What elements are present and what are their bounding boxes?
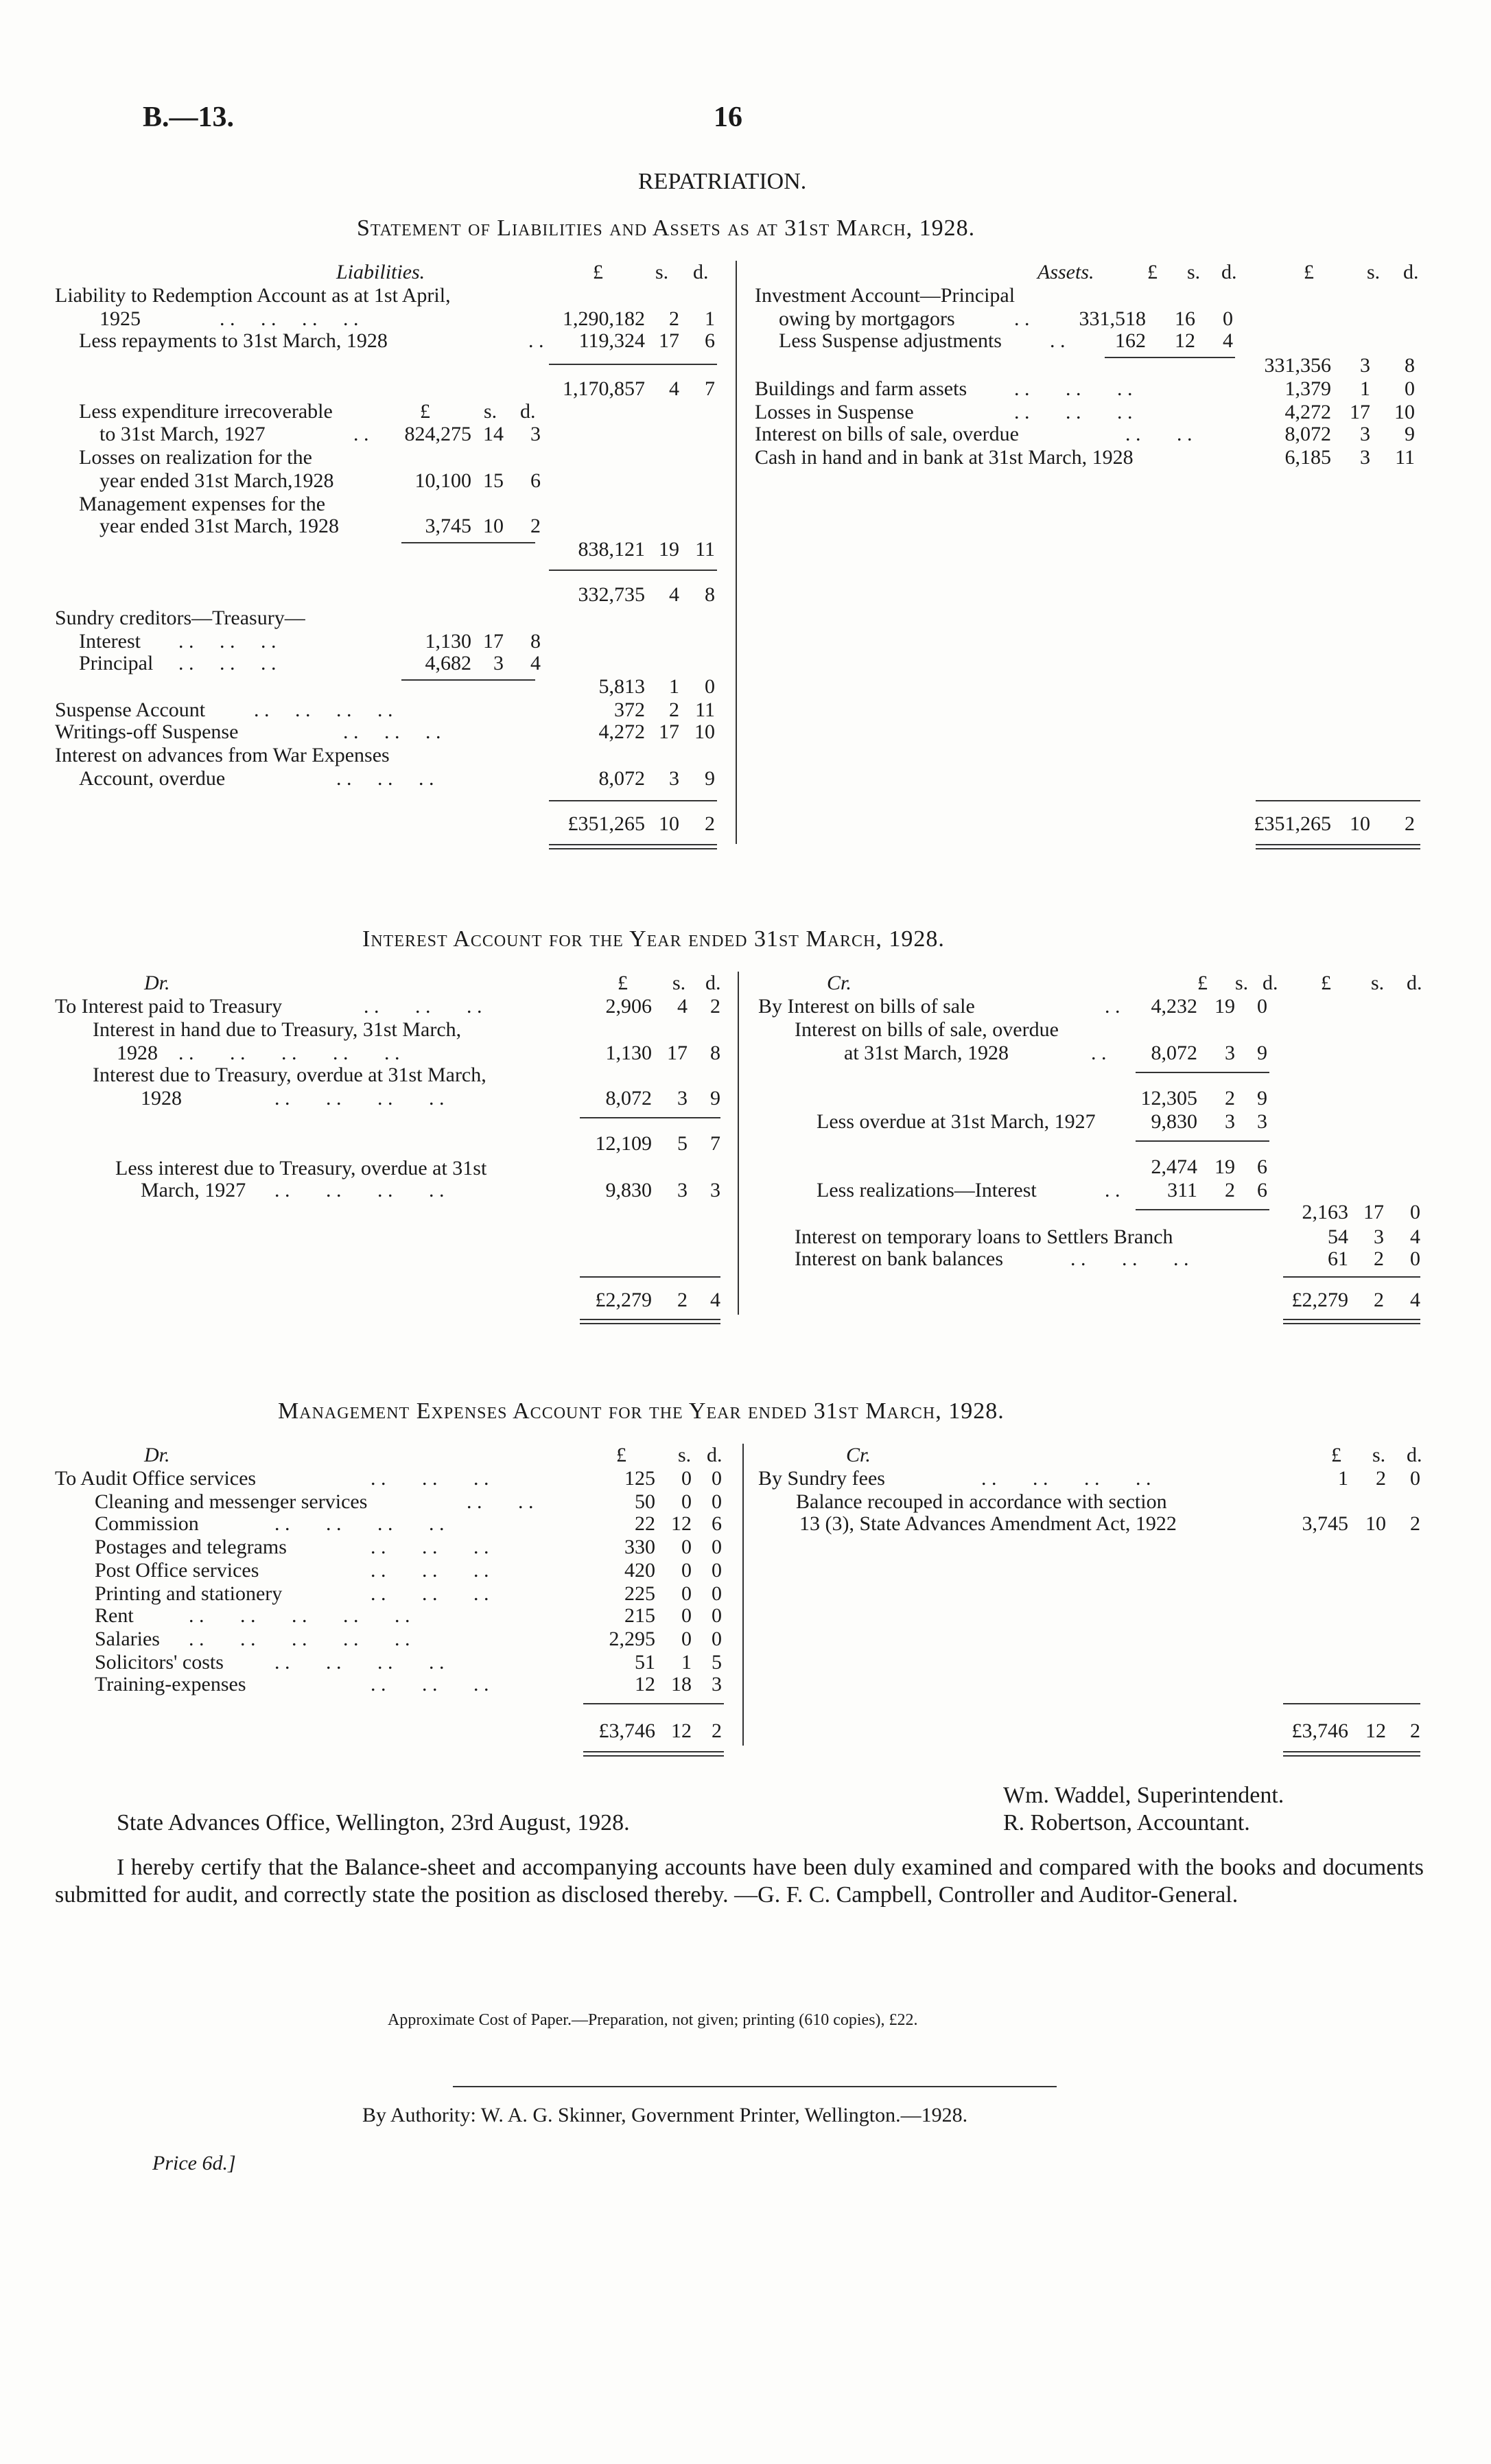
asset-inner-amount: 162	[1115, 329, 1146, 352]
interest-dr-amount: 8,072	[605, 1087, 652, 1110]
mgmt-cr-amount: 1	[1338, 1467, 1348, 1490]
management-title: Management Expenses Account for the Year ended 31st March, 1928.	[278, 1398, 1005, 1424]
mgmt-dr-line: Cleaning and messenger services	[95, 1490, 368, 1513]
interest-cr-line: By Interest on bills of sale	[758, 995, 975, 1018]
pound-header: £	[593, 261, 603, 283]
mgmt-dr-amount: 215	[624, 1604, 655, 1627]
asset-line: Cash in hand and in bank at 31st March, 1928	[755, 446, 1134, 469]
interest-cr-amount: 2,163	[1302, 1201, 1348, 1223]
mgmt-dr-amount: 225	[624, 1582, 655, 1605]
interest-cr-inner: 2,474	[1151, 1155, 1197, 1178]
interest-dr-line: To Interest paid to Treasury	[55, 995, 283, 1018]
interest-cr-inner: 9,830	[1151, 1110, 1197, 1133]
mgmt-dr-amount: 420	[624, 1559, 655, 1582]
interest-cr-line: at 31st March, 1928	[844, 1042, 1009, 1064]
column-divider	[742, 1444, 744, 1746]
interest-cr-line: Interest on bank balances	[795, 1247, 1004, 1270]
liab-line: Management expenses for the	[79, 493, 326, 515]
asset-inner-amount: 331,518	[1079, 307, 1146, 330]
cr-heading: Cr.	[827, 972, 852, 994]
interest-dr-total: £2,279	[595, 1289, 652, 1311]
mgmt-dr-amount: 51	[635, 1651, 655, 1674]
mgmt-cr-line: Balance recouped in accordance with section	[796, 1490, 1167, 1513]
mgmt-cr-line: By Sundry fees	[758, 1467, 885, 1490]
asset-line: Interest on bills of sale, overdue	[755, 423, 1019, 445]
cost-note: Approximate Cost of Paper.—Preparation, not given; printing (610 copies), £22.	[388, 2011, 918, 2029]
mgmt-dr-amount: 2,295	[609, 1628, 655, 1650]
liab-amount: 332,735	[578, 583, 645, 606]
document-page: B.—13. 16 REPATRIATION. Statement of Liabilities and Assets as at 31st March, 1928. Liabilities. £ s. d. Liability to Redemption Account as at 1st April, 1925 Less repayments to 31st March, 1928 Less expenditure irrecoverable to 31st March, 1927 Losses on realization for the year ended 31st March,1928 Management expenses for the year ended 31st March, 1928 Sundry creditors—Treasury— Interest Principal Suspense Account Writings-off Suspense Interest on advances from War Expenses Account, overdue . . . . . . . . . . . . . . . . . . . . . . . . . . . . . . . . . . . . . . . . . . . . £ s. d. 824,275 14 3 10,100 15 6 3,745 10 2 1,130 17 8 4,682 3 4 1,290,182 2 1 119,324 17 6 1,170,857 4 7 838,121 19 11 332,735 4 8 5,813 1 0 372 2 11 4,272 17 10 8,072 3 9 £351,265 10 2 Assets. £ s. d. £ s. d. Investment Account—Principal owing by mortgagors Less Suspense adjustments Buildings and farm assets Losses in Suspense Interest on bills of sale, overdue Cash in hand and in bank at 31st March, 1928 . . . . . . . . . . . . . . . . . . . . 331,518 16 0 162 12 4 331,356 3 8 1,379 1 0 4,272 17 10 8,072 3 9 6,185 3 11 £351,265 10 2 Interest Account for the Year ended 31st March, 1928. Dr. £ s. d. To Interest paid to Treasury Interest in hand due to Treasury, 31st March, 1928 Interest due to Treasury, overdue at 31st March, 1928 Less interest due to Treasury, overdue at 31st March, 1927 . . . . . . . . . . . . . . . . . . . . . . . . . . . . . . . . 2,906 4 2 1,130 17 8 8,072 3 9 12,109 5 7 9,830 3 3 £2,279 2 4 Cr. £ s. d. £ s. d. By Interest on bills of sale Interest on bills of sale, overdue at 31st March, 1928 Less overdue at 31st March, 1927 Less realizations—Interest Interest on temporary loans to Settlers Branch Interest on bank balances . . . . . . . . . . . . 4,232 19 0 8,072 3 9 12,305 2 9 9,830 3 3 2,474 19 6 311 2 6 2,163 17 0 54 3 4 61 2 0 £2,279 2 4 Management Expenses Account for the Year ended 31st March, 1928. Dr. £ s. d. To Audit Office services Cleaning and messenger services Commission Postages and telegrams Post Office services Printing and stationery Rent Salaries Solicitors' costs Training-expenses . . . . . . . . . . . . . . . . . . . . . . . . . . . . . . . . . . . . . . . . . . . . . . . . . . . . . . . . . . . . . . . . . . . . . . 125 0 0 50 0 0 22 12 6 330 0 0 420 0 0 225 0 0 215 0 0 2,295 0 0 51 1 5 12 18 3 £3,746 12 2 Cr. £ s. d. By Sundry fees Balance recouped in accordance with section 13 (3), State Advances Amendment Act, 1922 . . . . . . . . 1 2 0 3,745 10 2 £3,746 12 2 Wm. Waddel, Superintendent. State Advances Office, Wellington, 23rd August, 1928. R. Robertson, Accountant. I hereby certify that the Balance-sheet and accompanying accounts have been duly examined and compared with the books and documents submitted for audit, and correctly state the position as disclosed thereby. —G. F. C. Campbell, Controller and Auditor-General. Approximate Cost of Paper.—Preparation, not given; printing (610 copies), £22. By Authority: W. A. G. Skinner, Government Printer, Wellington.—1928. Price 6d.]	[55, 102, 1424, 2174]
mgmt-dr-line: Salaries	[95, 1628, 160, 1650]
inner-amount: 1,130	[425, 630, 471, 653]
mgmt-dr-line: Commission	[95, 1512, 199, 1535]
interest-cr-total: £2,279	[1291, 1289, 1348, 1311]
auditor-certification: I hereby certify that the Balance-sheet and accompanying accounts have been duly examined and compared with the books and documents submitted for audit, and correctly state the position as disclosed thereby. —G. F. C. Campbell, Controller and Auditor-General.	[55, 1855, 1424, 1908]
asset-amount: 331,356	[1264, 354, 1331, 377]
inner-amount: 824,275	[404, 423, 471, 445]
mgmt-dr-amount: 330	[624, 1536, 655, 1558]
mgmt-dr-amount: 50	[635, 1490, 655, 1513]
column-divider	[738, 972, 739, 1315]
interest-dr-line: Interest in hand due to Treasury, 31st March,	[93, 1018, 462, 1041]
interest-dr-line: Interest due to Treasury, overdue at 31st March,	[93, 1064, 486, 1086]
interest-title: Interest Account for the Year ended 31st March, 1928.	[362, 926, 945, 952]
mgmt-dr-line: Post Office services	[95, 1559, 259, 1582]
liab-amount: 5,813	[598, 675, 645, 698]
liab-amount: 372	[614, 699, 645, 721]
liab-line: Interest	[79, 630, 141, 653]
interest-cr-line: Interest on temporary loans to Settlers Branch	[795, 1225, 1173, 1248]
interest-cr-inner: 8,072	[1151, 1042, 1197, 1064]
liab-amount: 119,324	[578, 329, 645, 352]
liab-line: Sundry creditors—Treasury—	[55, 607, 305, 629]
liab-total: £351,265	[567, 812, 645, 835]
liab-line: year ended 31st March, 1928	[99, 515, 340, 537]
inner-amount: 3,745	[425, 515, 471, 537]
liab-line: Writings-off Suspense	[55, 720, 239, 743]
mgmt-dr-line: Printing and stationery	[95, 1582, 283, 1605]
price: Price 6d.]	[152, 2152, 236, 2174]
statement-title: Statement of Liabilities and Assets as at 31st March, 1928.	[357, 215, 976, 241]
signature-accountant: R. Robertson, Accountant.	[1003, 1810, 1250, 1835]
liab-amount: 1,290,182	[563, 307, 645, 330]
liab-line: 1925	[99, 307, 141, 330]
interest-dr-line: Less interest due to Treasury, overdue at 31st	[115, 1157, 487, 1180]
liab-line: Principal	[79, 652, 154, 674]
interest-dr-amount: 1,130	[605, 1042, 652, 1064]
shillings-header: s.	[655, 261, 669, 283]
mgmt-cr-amount: 3,745	[1302, 1512, 1348, 1535]
asset-amount: 4,272	[1284, 401, 1331, 423]
column-divider	[736, 261, 737, 844]
asset-amount: 1,379	[1284, 377, 1331, 400]
mgmt-cr-total: £3,746	[1291, 1720, 1348, 1742]
asset-line: Losses in Suspense	[755, 401, 914, 423]
asset-line: Investment Account—Principal	[755, 284, 1015, 307]
signature-superintendent: Wm. Waddel, Superintendent.	[1003, 1783, 1284, 1808]
pence-header: d.	[693, 261, 709, 283]
liab-amount: 838,121	[578, 538, 645, 561]
mgmt-dr-line: Rent	[95, 1604, 134, 1627]
dr-heading: Dr.	[144, 972, 170, 994]
page-number: 16	[714, 102, 742, 133]
liab-line: Liability to Redemption Account as at 1st April,	[55, 284, 451, 307]
interest-cr-inner: 311	[1167, 1179, 1197, 1201]
asset-amount: 8,072	[1284, 423, 1331, 445]
mgmt-dr-line: Training-expenses	[95, 1673, 246, 1696]
interest-dr-line: 1928	[141, 1087, 182, 1110]
interest-dr-line: 1928	[117, 1042, 158, 1064]
assets-heading: Assets.	[1037, 261, 1094, 283]
inner-amount: 4,682	[425, 652, 471, 674]
liab-amount: 1,170,857	[563, 377, 645, 400]
interest-cr-inner: 4,232	[1151, 995, 1197, 1018]
interest-dr-amount: 9,830	[605, 1179, 652, 1201]
liab-amount: 8,072	[598, 767, 645, 790]
interest-cr-amount: 54	[1328, 1225, 1348, 1248]
interest-cr-line: Less realizations—Interest	[817, 1179, 1037, 1201]
liab-line: Less expenditure irrecoverable	[79, 400, 333, 423]
mgmt-dr-line: Solicitors' costs	[95, 1651, 224, 1674]
liab-line: Suspense Account	[55, 699, 206, 721]
mgmt-dr-amount: 12	[635, 1673, 655, 1696]
printer-authority: By Authority: W. A. G. Skinner, Government Printer, Wellington.—1928.	[362, 2104, 968, 2126]
liab-line: Interest on advances from War Expenses	[55, 744, 390, 766]
mgmt-dr-line: To Audit Office services	[55, 1467, 257, 1490]
asset-line: Less Suspense adjustments	[779, 329, 1002, 352]
interest-dr-amount: 2,906	[605, 995, 652, 1018]
mgmt-dr-amount: 22	[635, 1512, 655, 1535]
office-date: State Advances Office, Wellington, 23rd August, 1928.	[117, 1810, 630, 1835]
mgmt-dr-amount: 125	[624, 1467, 655, 1490]
mgmt-cr-line: 13 (3), State Advances Amendment Act, 1922	[799, 1512, 1177, 1535]
asset-line: Buildings and farm assets	[755, 377, 967, 400]
liabilities-heading: Liabilities.	[336, 261, 425, 283]
document-reference: B.—13.	[143, 102, 235, 133]
inner-amount: 10,100	[414, 469, 471, 492]
interest-cr-inner: 12,305	[1140, 1087, 1197, 1110]
liab-line: Less repayments to 31st March, 1928	[79, 329, 388, 352]
asset-total: £351,265	[1254, 812, 1331, 835]
asset-amount: 6,185	[1284, 446, 1331, 469]
liab-line: year ended 31st March,1928	[99, 469, 334, 492]
asset-line: owing by mortgagors	[779, 307, 955, 330]
interest-cr-amount: 61	[1328, 1247, 1348, 1270]
liab-line: Account, overdue	[79, 767, 226, 790]
mgmt-dr-line: Postages and telegrams	[95, 1536, 287, 1558]
interest-dr-line: March, 1927	[141, 1179, 246, 1201]
interest-cr-line: Less overdue at 31st March, 1927	[817, 1110, 1096, 1133]
interest-dr-amount: 12,109	[595, 1132, 652, 1155]
liab-amount: 4,272	[598, 720, 645, 743]
interest-cr-line: Interest on bills of sale, overdue	[795, 1018, 1059, 1041]
liab-line: Losses on realization for the	[79, 446, 312, 469]
liab-line: to 31st March, 1927	[99, 423, 266, 445]
section-title: REPATRIATION.	[638, 169, 807, 194]
mgmt-dr-total: £3,746	[598, 1720, 655, 1742]
